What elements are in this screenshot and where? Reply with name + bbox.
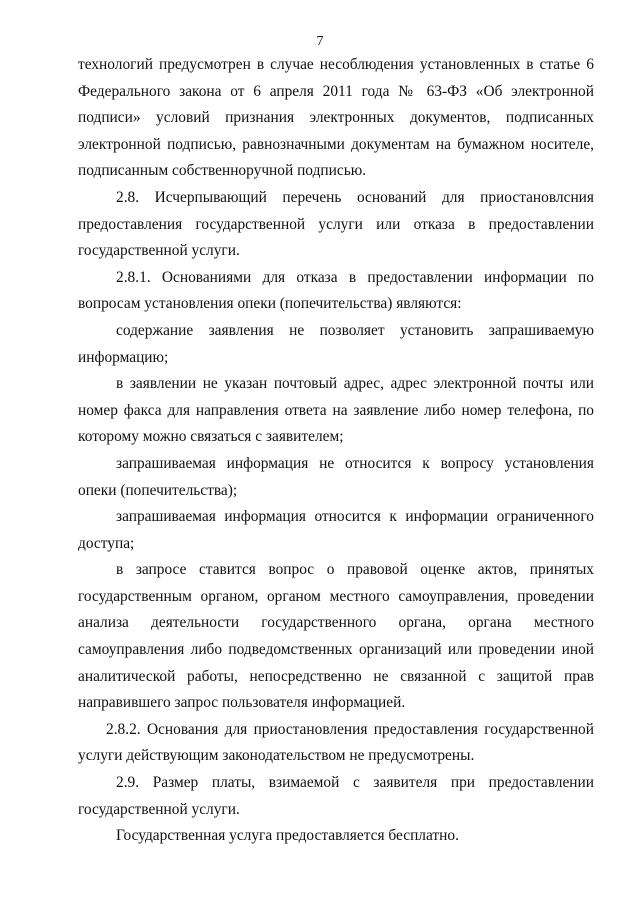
list-item-grounds-4: запрашиваемая информация относится к информации ограниченного доступа; [78, 508, 594, 552]
list-item-grounds-1: содержание заявления не позволяет установить запрашиваемую информацию; [78, 321, 594, 366]
paragraph-2-8-2: 2.8.2. Основания для приостановления предоставления государственной услуги действующим законодательством не предусмотрены. [78, 720, 594, 765]
paragraph-2-9-heading: 2.9. Размер платы, взимаемой с заявителя при предоставлении государственной услуги. [78, 774, 594, 818]
document-body [78, 52, 594, 850]
list-item-grounds-5: в запросе ставится вопрос о правовой оценке актов, принятых государственным органом, органом местного самоуправления, проведении анализа деятельности государственного органа, органа местного самоуправления либо подведомственных организаций или проведении иной аналитической работы, непосредственно не связанной с защитой прав направившего запрос пользователя информацией. [78, 561, 594, 712]
list-item-grounds-2: в заявлении не указан почтовый адрес, адрес электронной почты или номер факса для направления ответа на заявление либо номер телефона, по которому можно связаться с заявителем; [78, 375, 594, 446]
paragraph-free-of-charge: Государственная услуга предоставляется бесплатно. [116, 827, 459, 845]
paragraph-continuation: технологий предусмотрен в случае несоблюдения установленных в статье 6 Федерального закона от 6 апреля 2011 года № 63-ФЗ «Об электронной подписи» условий признания электронных документов, подписанных электронной подписью, равнозначными документам на бумажном носителе, подписанным собственноручной подписью. [78, 56, 594, 180]
list-item-grounds-3: запрашиваемая информация не относится к вопросу установления опеки (попечительства); [78, 454, 594, 499]
paragraph-2-8-heading: 2.8. Исчерпывающий перечень оснований для приостановлсния предоставления государственной услуги или отказа в предоставлении государственной услуги. [78, 188, 594, 260]
page-number: 7 [316, 34, 324, 49]
paragraph-2-8-1: 2.8.1. Основаниями для отказа в предоставлении информации по вопросам установления опеки (попечительства) являются: [78, 268, 594, 313]
